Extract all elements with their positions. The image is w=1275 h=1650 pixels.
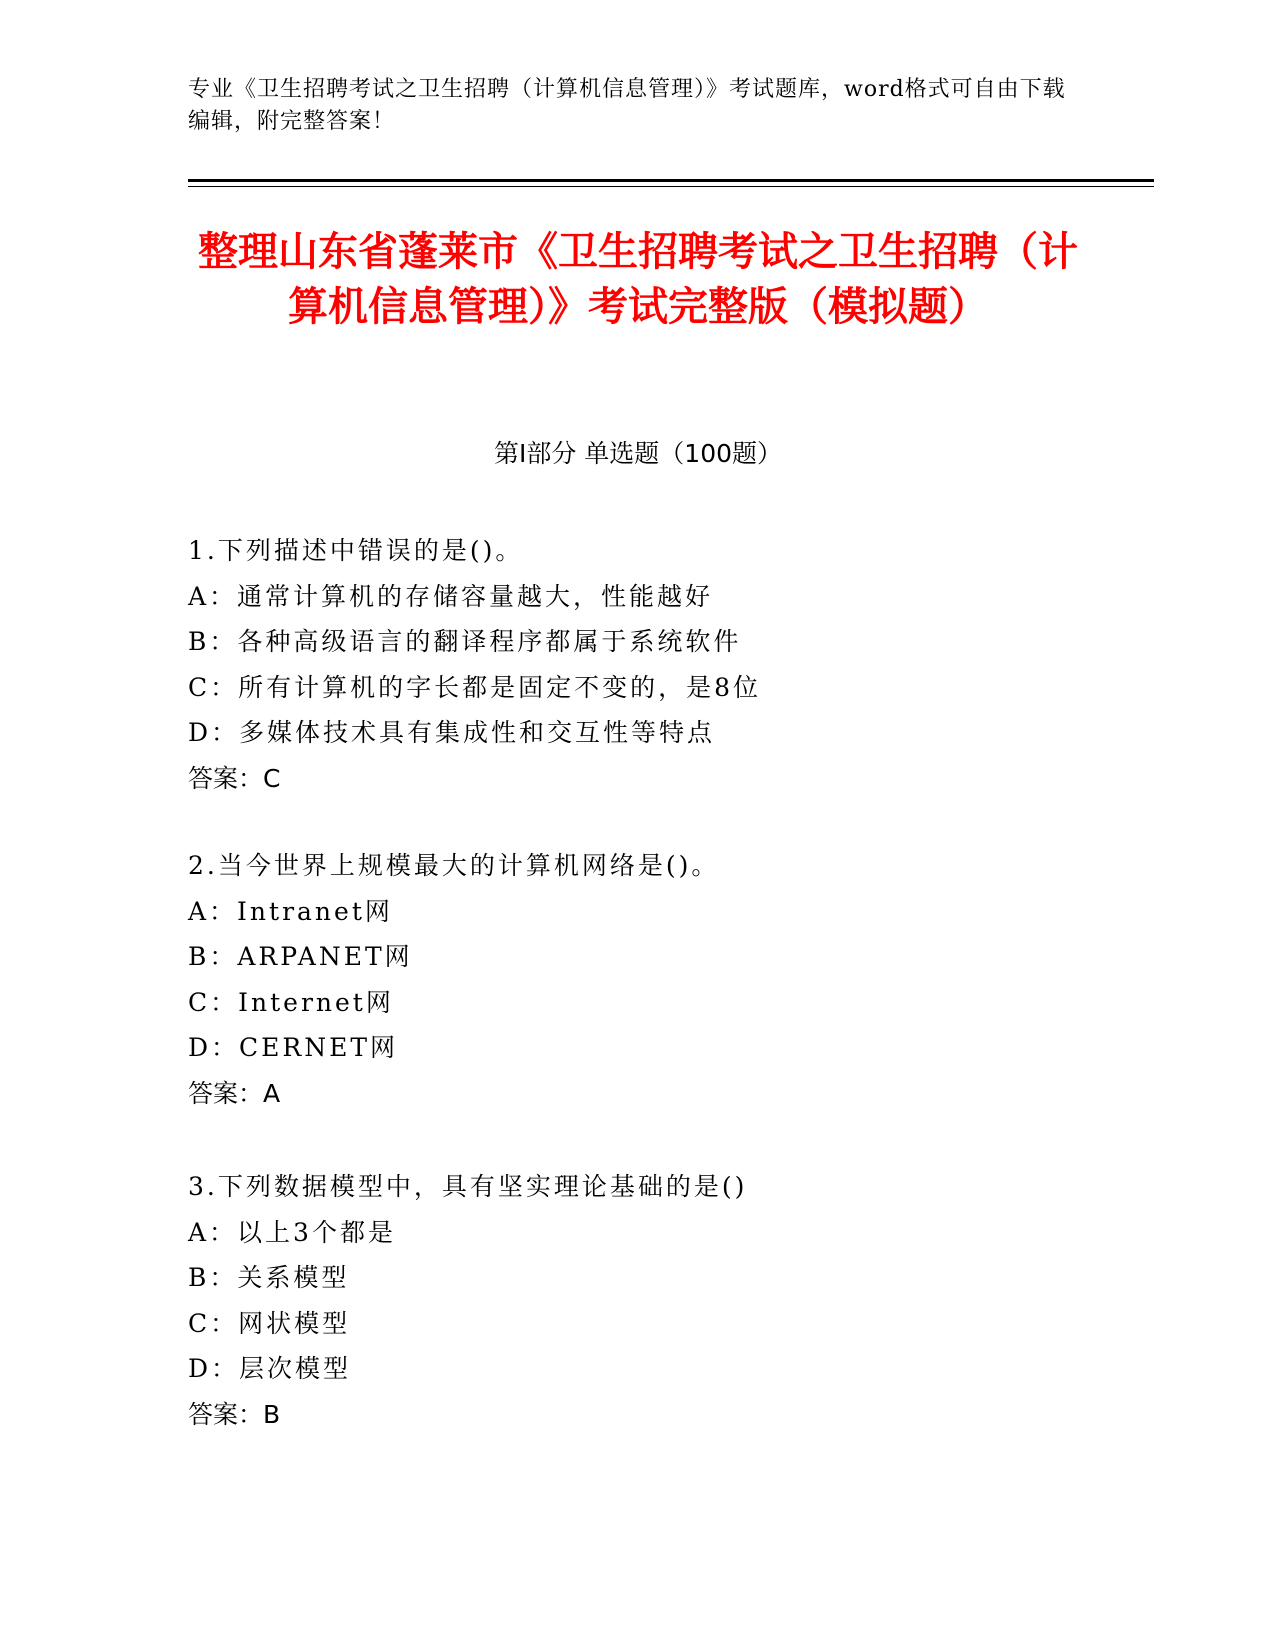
section-title: 第I部分 单选题（100题） (493, 439, 783, 468)
option-b: B：ARPANET网 (188, 942, 413, 971)
option-a: A：以上3个都是 (188, 1217, 396, 1247)
option-c: C：Internet网 (188, 987, 394, 1017)
option-b: B：各种高级语言的翻译程序都属于系统软件 (188, 627, 742, 656)
option-c: C：网状模型 (188, 1308, 351, 1338)
answer: 答案：A (188, 1078, 281, 1108)
answer: 答案：C (188, 763, 281, 793)
answer: 答案：B (188, 1399, 281, 1429)
question-list (188, 528, 1088, 1479)
page-title: 整理山东省蓬莱市《卫生招聘考试之卫生招聘（计算机信息管理）》考试完整版（模拟题） (198, 229, 1078, 330)
question-1 (188, 528, 1088, 801)
header-divider-thick (188, 179, 1154, 182)
question-stem: 3.下列数据模型中，具有坚实理论基础的是() (188, 1172, 748, 1201)
option-d: D：多媒体技术具有集成性和交互性等特点 (188, 718, 716, 747)
option-d: D：CERNET网 (188, 1033, 399, 1062)
question-2 (188, 843, 1088, 1116)
question-stem: 1.下列描述中错误的是()。 (188, 536, 524, 565)
option-a: A：Intranet网 (188, 896, 393, 926)
option-a: A：通常计算机的存储容量越大，性能越好 (188, 581, 714, 611)
header-note: 专业《卫生招聘考试之卫生招聘（计算机信息管理）》考试题库，word格式可自由下载编辑，附完整答案！ (188, 77, 1066, 134)
option-b: B：关系模型 (188, 1263, 350, 1292)
question-stem: 2.当今世界上规模最大的计算机网络是()。 (188, 851, 720, 880)
question-3 (188, 1164, 1088, 1437)
option-d: D：层次模型 (188, 1354, 352, 1383)
option-c: C：所有计算机的字长都是固定不变的，是8位 (188, 672, 762, 702)
header-divider-thin (188, 186, 1154, 187)
